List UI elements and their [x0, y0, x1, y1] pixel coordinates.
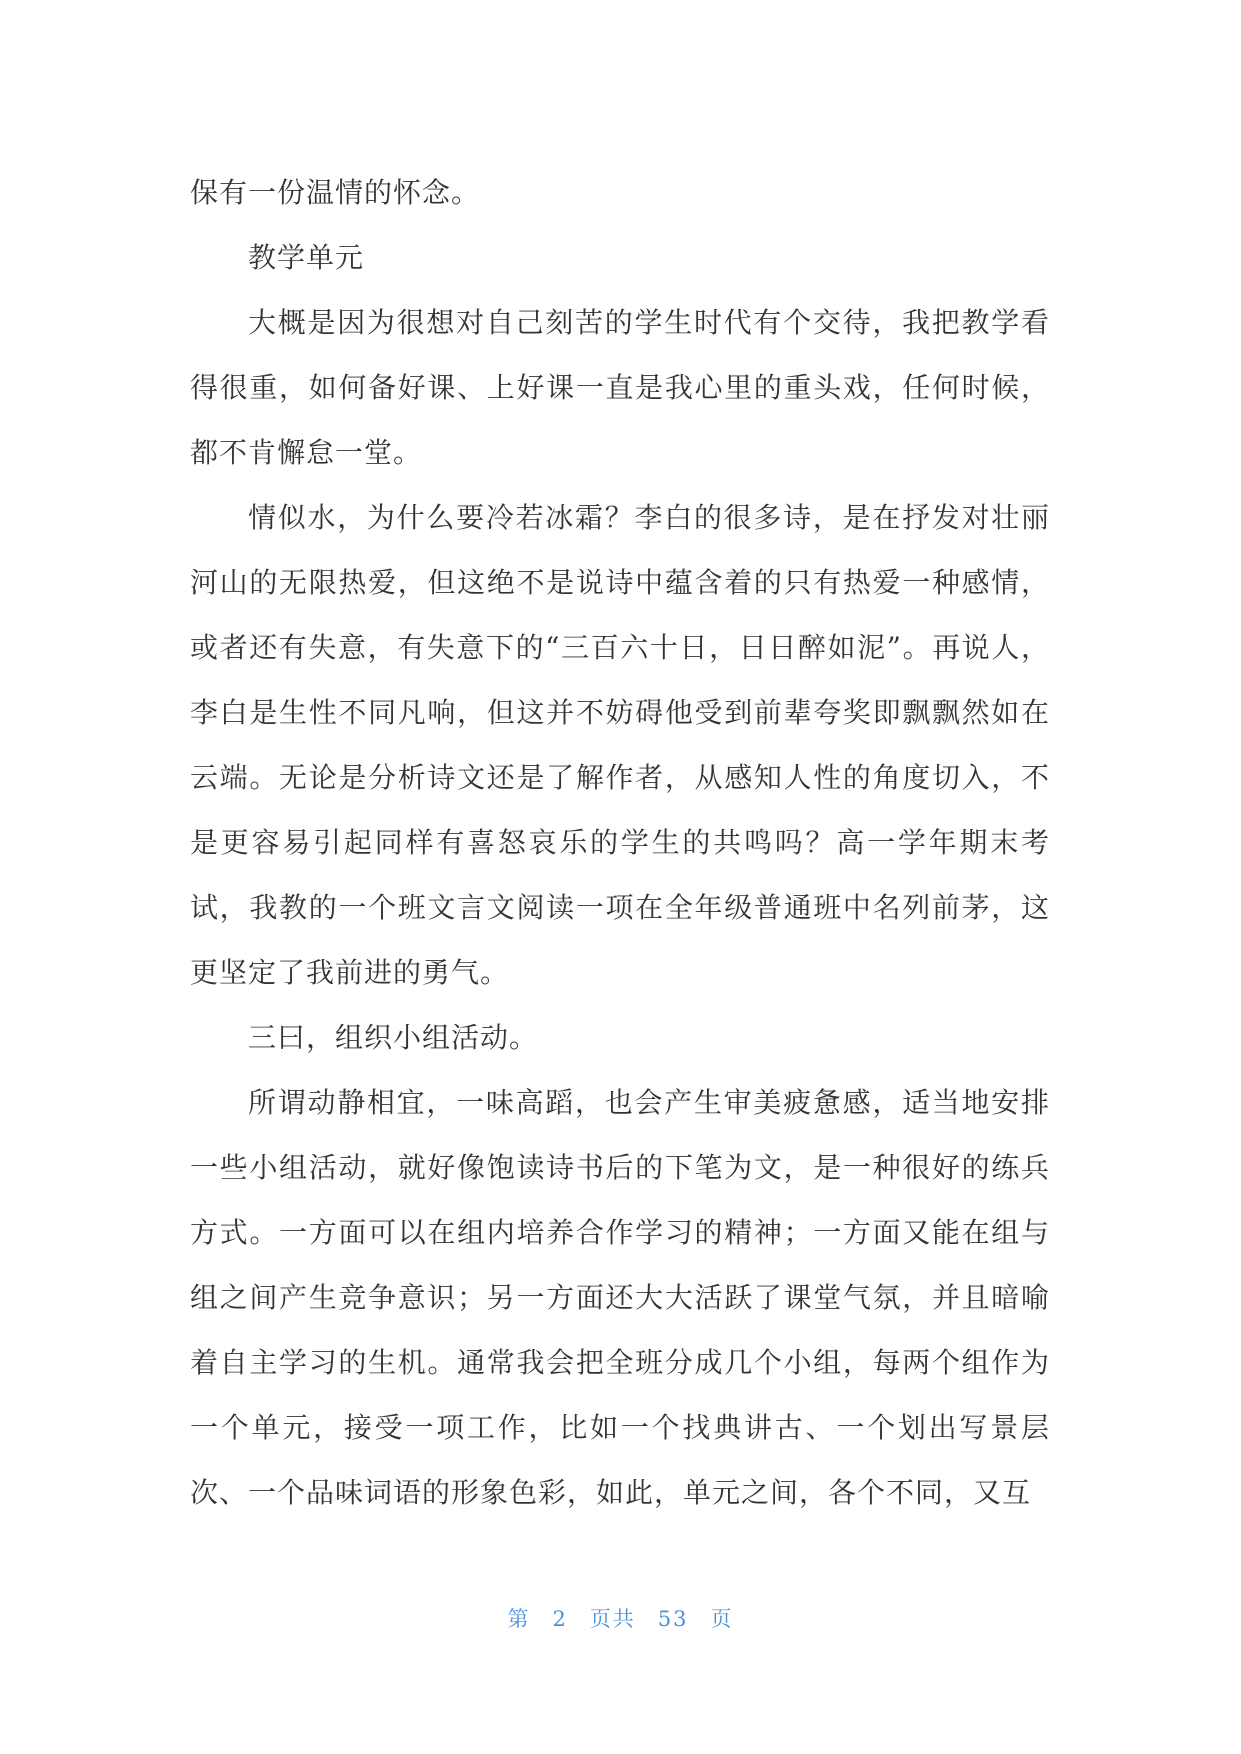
section-heading-teaching-unit: 教学单元 [248, 241, 365, 274]
paragraph: 所谓动静相宜，一味高蹈，也会产生审美疲惫感，适当地安排一些小组活动，就好像饱读诗书后的下笔为文，是一种很好的练兵方式。一方面可以在组内培养合作学习的精神；一方面又能在组与组之间产生竞争意识；另一方面还大大活跃了课堂气氛，并且暗喻着自主学习的生机。通常我会把全班分成几个小组，每两个组作为一个单元，接受一项工作，比如一个找典讲古、一个划出写景层次、一个品味词语的形象色彩，如此，单元之间，各个不同，又互 [190, 1086, 1050, 1509]
paragraph: 大概是因为很想对自己刻苦的学生时代有个交待，我把教学看得很重，如何备好课、上好课一直是我心里的重头戏，任何时候，都不肯懈怠一堂。 [190, 306, 1050, 469]
paragraph-continuation: 保有一份温情的怀念。 [190, 176, 481, 209]
footer-prefix: 第 [507, 1607, 531, 1631]
footer-suffix: 页 [710, 1607, 734, 1631]
document-body [190, 160, 1050, 1525]
page-footer [0, 1603, 1241, 1633]
section-heading-group-activity: 三曰，组织小组活动。 [248, 1021, 539, 1054]
paragraph: 情似水，为什么要冷若冰霜？李白的很多诗，是在抒发对壮丽河山的无限热爱，但这绝不是说诗中蕴含着的只有热爱一种感情，或者还有失意，有失意下的“三百六十日，日日醉如泥”。再说人，李白是生性不同凡响，但这并不妨碍他受到前辈夸奖即飘飘然如在云端。无论是分析诗文还是了解作者，从感知人性的角度切入，不是更容易引起同样有喜怒哀乐的学生的共鸣吗？高一学年期末考试，我教的一个班文言文阅读一项在全年级普通班中名列前茅，这更坚定了我前进的勇气。 [190, 501, 1050, 989]
current-page-number: 2 [552, 1607, 568, 1631]
footer-middle: 页共 [589, 1607, 636, 1631]
total-page-count: 53 [657, 1607, 689, 1631]
